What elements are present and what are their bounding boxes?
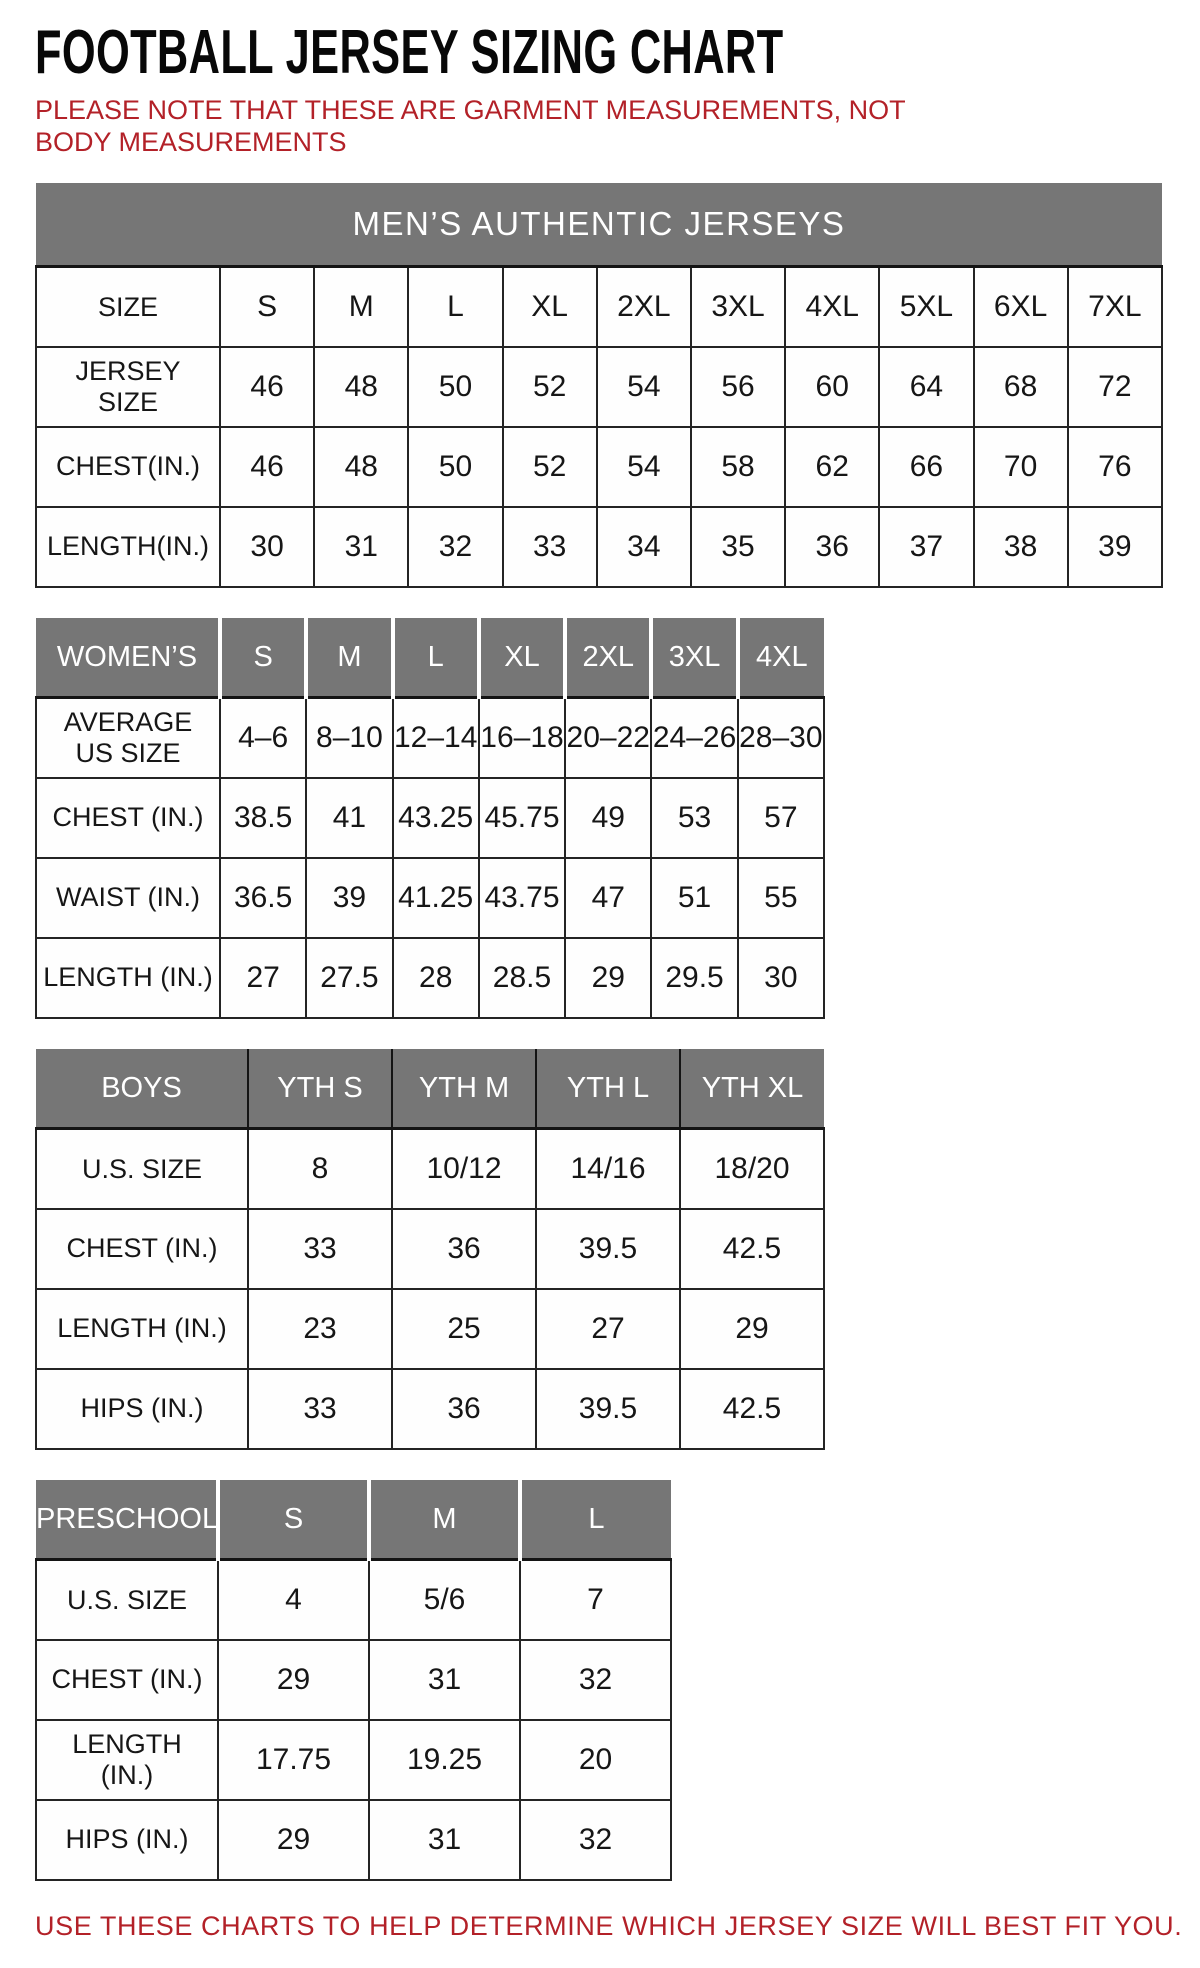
value-cell: 33 [248, 1369, 392, 1449]
value-cell: 27 [536, 1289, 680, 1369]
value-cell: 43.75 [479, 858, 565, 938]
value-cell: 7XL [1068, 267, 1162, 347]
column-header: M [369, 1480, 520, 1560]
row-label: AVERAGE US SIZE [36, 698, 220, 778]
table-title: WOMEN’S [36, 618, 220, 698]
value-cell: 53 [651, 778, 737, 858]
value-cell: 29 [680, 1289, 824, 1369]
row-label: HIPS (IN.) [36, 1369, 248, 1449]
value-cell: 20–22 [565, 698, 651, 778]
column-header: 3XL [651, 618, 737, 698]
value-cell: 2XL [597, 267, 691, 347]
column-header: YTH L [536, 1049, 680, 1129]
value-cell: 23 [248, 1289, 392, 1369]
column-header: S [218, 1480, 369, 1560]
value-cell: 7 [520, 1560, 671, 1640]
value-cell: 12–14 [393, 698, 479, 778]
value-cell: 68 [974, 347, 1068, 427]
value-cell: S [220, 267, 314, 347]
value-cell: 50 [408, 427, 502, 507]
column-header-row [36, 618, 824, 698]
row-label: CHEST(IN.) [36, 427, 220, 507]
table-row [36, 778, 824, 858]
row-label: CHEST (IN.) [36, 1640, 218, 1720]
value-cell: 39.5 [536, 1369, 680, 1449]
value-cell: 39.5 [536, 1209, 680, 1289]
value-cell: 36 [392, 1369, 536, 1449]
table-row [36, 267, 1162, 347]
value-cell: 33 [503, 507, 597, 587]
value-cell: 70 [974, 427, 1068, 507]
value-cell: 46 [220, 347, 314, 427]
column-header-row [36, 1480, 671, 1560]
table-row [36, 1560, 671, 1640]
value-cell: 16–18 [479, 698, 565, 778]
value-cell: 25 [392, 1289, 536, 1369]
value-cell: 8–10 [306, 698, 392, 778]
value-cell: 66 [879, 427, 973, 507]
value-cell: 76 [1068, 427, 1162, 507]
value-cell: 32 [520, 1640, 671, 1720]
value-cell: 27.5 [306, 938, 392, 1018]
table-row [36, 1129, 824, 1209]
value-cell: 41 [306, 778, 392, 858]
value-cell: 30 [220, 507, 314, 587]
value-cell: 37 [879, 507, 973, 587]
value-cell: 46 [220, 427, 314, 507]
value-cell: 32 [408, 507, 502, 587]
table-row [36, 938, 824, 1018]
column-header: YTH M [392, 1049, 536, 1129]
value-cell: 47 [565, 858, 651, 938]
table-row [36, 1640, 671, 1720]
value-cell: 49 [565, 778, 651, 858]
value-cell: 3XL [691, 267, 785, 347]
value-cell: 31 [369, 1640, 520, 1720]
table-row [36, 858, 824, 938]
table-title: MEN’S AUTHENTIC JERSEYS [36, 183, 1162, 267]
value-cell: 35 [691, 507, 785, 587]
table-title: PRESCHOOL [36, 1480, 218, 1560]
value-cell: 34 [597, 507, 691, 587]
fit-advice-footer: USE THESE CHARTS TO HELP DETERMINE WHICH JERSEY SIZE WILL BEST FIT YOU. [35, 1910, 1183, 1941]
value-cell: 6XL [974, 267, 1068, 347]
column-header: YTH S [248, 1049, 392, 1129]
value-cell: 5XL [879, 267, 973, 347]
value-cell: 29 [565, 938, 651, 1018]
value-cell: 4 [218, 1560, 369, 1640]
value-cell: 4XL [785, 267, 879, 347]
value-cell: 14/16 [536, 1129, 680, 1209]
value-cell: 31 [314, 507, 408, 587]
column-header: YTH XL [680, 1049, 824, 1129]
value-cell: 32 [520, 1800, 671, 1880]
row-label: HIPS (IN.) [36, 1800, 218, 1880]
column-header: XL [479, 618, 565, 698]
table-title: BOYS [36, 1049, 248, 1129]
column-header: L [520, 1480, 671, 1560]
value-cell: M [314, 267, 408, 347]
value-cell: 57 [738, 778, 824, 858]
table-row [36, 1369, 824, 1449]
row-label: U.S. SIZE [36, 1129, 248, 1209]
value-cell: 48 [314, 427, 408, 507]
value-cell: 56 [691, 347, 785, 427]
row-label: CHEST (IN.) [36, 778, 220, 858]
value-cell: 24–26 [651, 698, 737, 778]
column-header: L [393, 618, 479, 698]
table-row [36, 1800, 671, 1880]
value-cell: 64 [879, 347, 973, 427]
value-cell: 20 [520, 1720, 671, 1800]
value-cell: 29.5 [651, 938, 737, 1018]
column-header: S [220, 618, 306, 698]
value-cell: 52 [503, 347, 597, 427]
value-cell: 28.5 [479, 938, 565, 1018]
value-cell: 42.5 [680, 1209, 824, 1289]
value-cell: 30 [738, 938, 824, 1018]
value-cell: XL [503, 267, 597, 347]
row-label: JERSEY SIZE [36, 347, 220, 427]
value-cell: 33 [248, 1209, 392, 1289]
mens-authentic-jerseys-table [35, 183, 1163, 588]
page-title: FOOTBALL JERSEY SIZING CHART [35, 18, 784, 87]
value-cell: 48 [314, 347, 408, 427]
value-cell: 60 [785, 347, 879, 427]
value-cell: 36 [392, 1209, 536, 1289]
value-cell: 27 [220, 938, 306, 1018]
table-row [36, 347, 1162, 427]
value-cell: 17.75 [218, 1720, 369, 1800]
value-cell: 38.5 [220, 778, 306, 858]
value-cell: 58 [691, 427, 785, 507]
womens-sizing-table [35, 618, 825, 1019]
value-cell: 50 [408, 347, 502, 427]
row-label: LENGTH(IN.) [36, 507, 220, 587]
table-row [36, 698, 824, 778]
table-row [36, 1720, 671, 1800]
row-label: LENGTH (IN.) [36, 1720, 218, 1800]
value-cell: L [408, 267, 502, 347]
table-row [36, 1209, 824, 1289]
row-label: CHEST (IN.) [36, 1209, 248, 1289]
value-cell: 62 [785, 427, 879, 507]
row-label: SIZE [36, 267, 220, 347]
table-row [36, 1289, 824, 1369]
value-cell: 28 [393, 938, 479, 1018]
value-cell: 28–30 [738, 698, 824, 778]
value-cell: 52 [503, 427, 597, 507]
garment-measurements-note: PLEASE NOTE THAT THESE ARE GARMENT MEASUREMENTS, NOT BODY MEASUREMENTS [35, 95, 906, 157]
value-cell: 36 [785, 507, 879, 587]
value-cell: 5/6 [369, 1560, 520, 1640]
value-cell: 54 [597, 347, 691, 427]
value-cell: 39 [306, 858, 392, 938]
boys-sizing-table [35, 1049, 825, 1450]
value-cell: 41.25 [393, 858, 479, 938]
value-cell: 42.5 [680, 1369, 824, 1449]
value-cell: 8 [248, 1129, 392, 1209]
preschool-sizing-table [35, 1480, 672, 1881]
column-header: M [306, 618, 392, 698]
column-header: 2XL [565, 618, 651, 698]
value-cell: 38 [974, 507, 1068, 587]
value-cell: 4–6 [220, 698, 306, 778]
value-cell: 39 [1068, 507, 1162, 587]
row-label: WAIST (IN.) [36, 858, 220, 938]
value-cell: 31 [369, 1800, 520, 1880]
row-label: U.S. SIZE [36, 1560, 218, 1640]
table-title-row [36, 183, 1162, 267]
value-cell: 29 [218, 1800, 369, 1880]
column-header-row [36, 1049, 824, 1129]
value-cell: 10/12 [392, 1129, 536, 1209]
value-cell: 72 [1068, 347, 1162, 427]
row-label: LENGTH (IN.) [36, 938, 220, 1018]
value-cell: 55 [738, 858, 824, 938]
table-row [36, 507, 1162, 587]
value-cell: 19.25 [369, 1720, 520, 1800]
row-label: LENGTH (IN.) [36, 1289, 248, 1369]
value-cell: 29 [218, 1640, 369, 1720]
value-cell: 51 [651, 858, 737, 938]
value-cell: 36.5 [220, 858, 306, 938]
column-header: 4XL [738, 618, 824, 698]
value-cell: 18/20 [680, 1129, 824, 1209]
value-cell: 54 [597, 427, 691, 507]
value-cell: 43.25 [393, 778, 479, 858]
table-row [36, 427, 1162, 507]
value-cell: 45.75 [479, 778, 565, 858]
